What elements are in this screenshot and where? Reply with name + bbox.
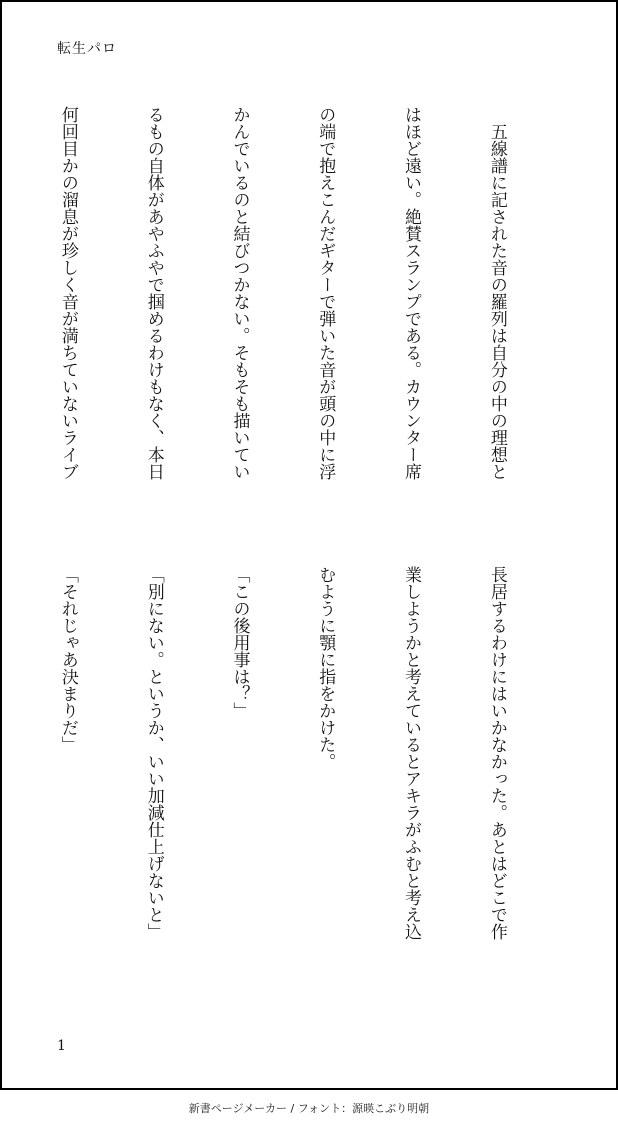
text-line: の端で抱えこんだギターで弾いた音が頭の中に浮 [315, 106, 336, 480]
text-column-bottom [57, 566, 568, 986]
text-line: かんでいるのと結びつかない。そもそも描いてい [229, 106, 250, 480]
text-line: むように顎に指をかけた。 [315, 566, 336, 770]
text-line: るもの自体があやふやで掴めるわけもなく、本日 [143, 106, 164, 480]
text-line: 業しようかと考えているとアキラがふむと考え込 [401, 566, 422, 940]
text-line: 「それじゃあ決まりだ」 [57, 566, 78, 753]
running-header-title: 転生パロ [57, 41, 117, 57]
text-column-top [57, 106, 568, 526]
text-line: 「別にない。というか、いい加減仕上げないと」 [143, 566, 164, 940]
text-line: 五線譜に記された音の羅列は自分の中の理想と [486, 106, 507, 480]
page-number: 1 [57, 1038, 66, 1054]
text-line: 何回目かの溜息が珍しく音が満ちていないライブ [57, 106, 78, 480]
text-line: 「この後用事は？」 [229, 566, 250, 719]
text-line: 長居するわけにはいかなかった。あとはどこで作 [486, 566, 507, 940]
text-line: はほど遠い。絶賛スランプである。カウンター席 [401, 106, 422, 480]
footer-credit: 新書ページメーカー / フォント：源暎こぶり明朝 [188, 1102, 430, 1115]
